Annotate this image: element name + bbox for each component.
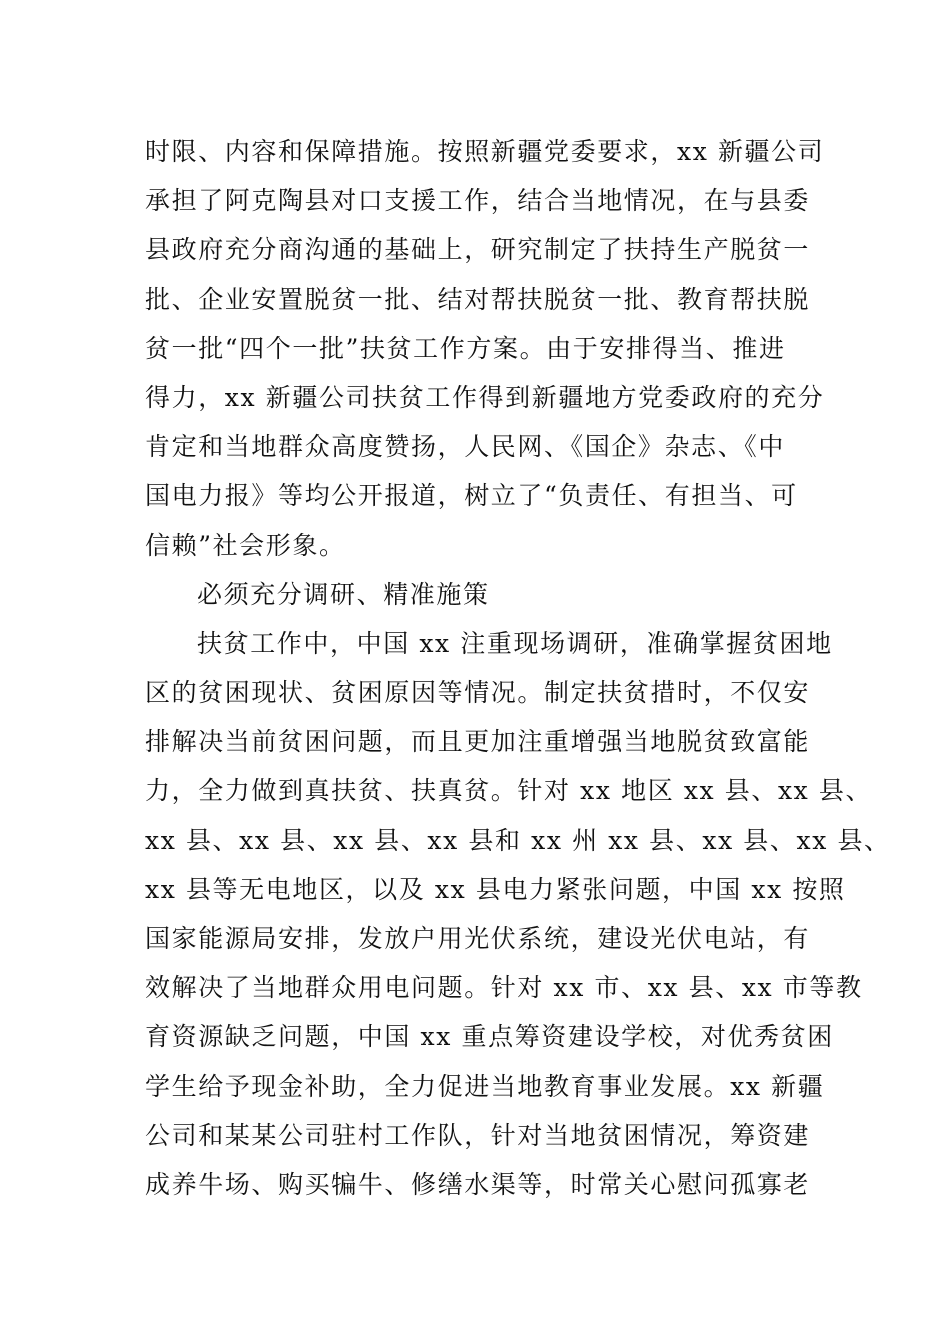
paragraph-line: 成养牛场、购买犏牛、修缮水渠等，时常关心慰问孤寡老: [145, 1169, 811, 1199]
paragraph-line: 学生给予现金补助，全力促进当地教育事业发展。xx 新疆: [145, 1071, 825, 1101]
paragraph-line: 批、企业安置脱贫一批、结对帮扶脱贫一批、教育帮扶脱: [145, 284, 811, 314]
paragraph-line: 力，全力做到真扶贫、扶真贫。针对 xx 地区 xx 县、xx 县、: [145, 776, 873, 806]
section-heading: 必须充分调研、精准施策: [197, 579, 490, 609]
paragraph-line: 效解决了当地群众用电问题。针对 xx 市、xx 县、xx 市等教: [145, 973, 863, 1003]
paragraph-line: 肯定和当地群众高度赞扬，人民网、《国企》杂志、《中: [145, 432, 786, 462]
paragraph-line: 排解决当前贫困问题，而且更加注重增强当地脱贫致富能: [145, 727, 811, 757]
paragraph-line: xx 县、xx 县、xx 县、xx 县和 xx 州 xx 县、xx 县、xx 县、: [145, 825, 891, 855]
paragraph-line: 区的贫困现状、贫困原因等情况。制定扶贫措时，不仅安: [145, 678, 811, 708]
paragraph-line: 时限、内容和保障措施。按照新疆党委要求，xx 新疆公司: [145, 137, 825, 166]
paragraph-line: 育资源缺乏问题，中国 xx 重点筹资建设学校，对优秀贫困: [145, 1022, 834, 1052]
paragraph-line: 贫一批“四个一批”扶贫工作方案。由于安排得当、推进: [145, 333, 786, 363]
paragraph-line: 国家能源局安排，发放户用光伏系统，建设光伏电站，有: [145, 924, 811, 953]
paragraph-line: 县政府充分商沟通的基础上，研究制定了扶持生产脱贫一: [145, 235, 811, 265]
paragraph-line: 得力，xx 新疆公司扶贫工作得到新疆地方党委政府的充分: [145, 382, 825, 412]
paragraph-line: xx 县等无电地区，以及 xx 县电力紧张问题，中国 xx 按照: [145, 874, 846, 904]
paragraph-line: 国电力报》等均公开报道，树立了“负责任、有担当、可: [145, 481, 798, 511]
paragraph-line: 扶贫工作中，中国 xx 注重现场调研，准确掌握贫困地: [197, 628, 833, 658]
paragraph-line: 承担了阿克陶县对口支援工作，结合当地情况，在与县委: [145, 186, 811, 216]
paragraph-line: 信赖”社会形象。: [145, 530, 346, 560]
paragraph-line: 公司和某某公司驻村工作队，针对当地贫困情况，筹资建: [145, 1120, 811, 1150]
document-body: [145, 127, 891, 1209]
